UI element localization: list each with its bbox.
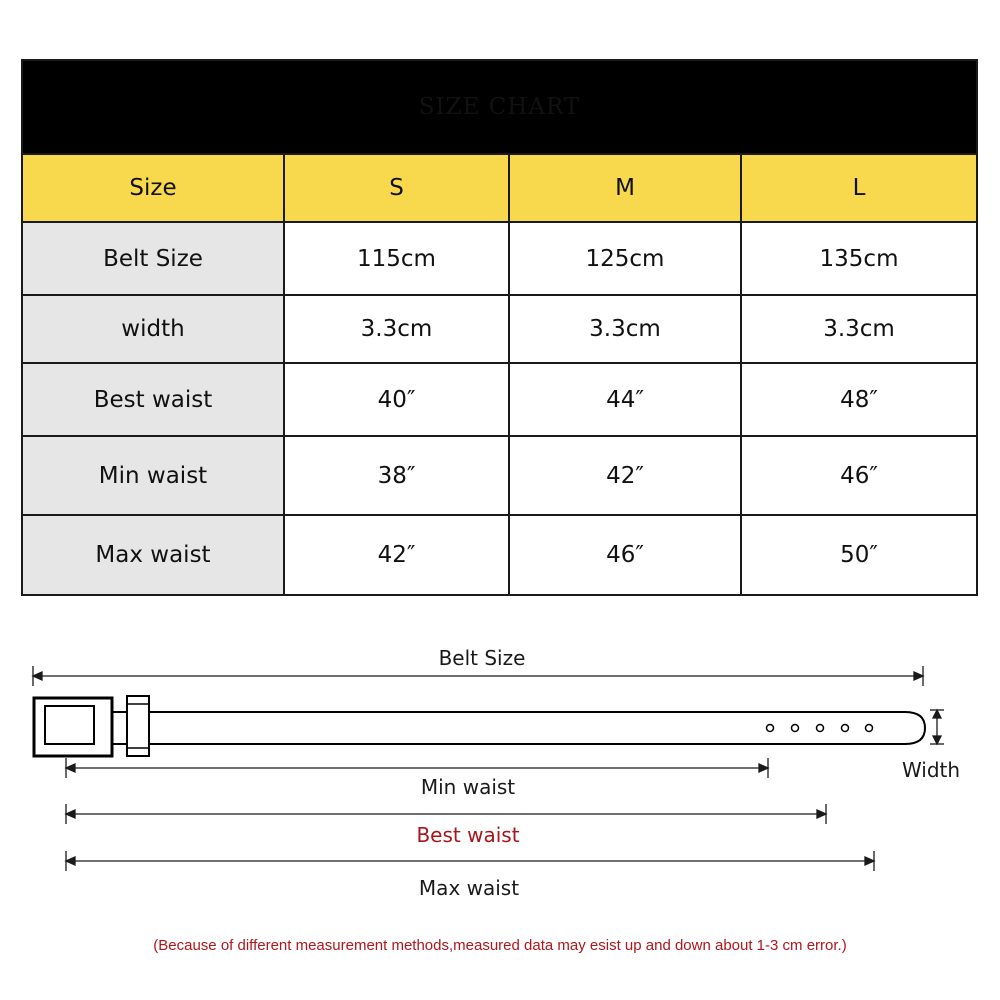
- belt-drawing: [34, 696, 925, 756]
- row-label: Best waist: [22, 363, 284, 436]
- table-row: [22, 515, 977, 595]
- table-cell: 3.3cm: [741, 295, 977, 363]
- table-cell: 3.3cm: [284, 295, 509, 363]
- belt-hole: [817, 725, 824, 732]
- measurement-note: (Because of different measurement methods,measured data may esist up and down about 1-3 cm error.): [153, 937, 847, 954]
- width-label: Width: [901, 758, 961, 782]
- chart-title: SIZE CHART: [22, 60, 977, 154]
- table-cell: 44″: [509, 363, 741, 436]
- row-label: width: [22, 295, 284, 363]
- table-cell: 38″: [284, 436, 509, 515]
- table-cell: 42″: [284, 515, 509, 595]
- max-waist-label: Max waist: [418, 876, 520, 900]
- header-row: [22, 154, 977, 222]
- table-cell: 115cm: [284, 222, 509, 295]
- table-cell: 46″: [741, 436, 977, 515]
- row-label: Min waist: [22, 436, 284, 515]
- header-size-m: M: [509, 154, 741, 222]
- table-row: [22, 222, 977, 295]
- size-chart-table: [21, 59, 978, 596]
- row-label: Belt Size: [22, 222, 284, 295]
- header-size-s: S: [284, 154, 509, 222]
- table-cell: 125cm: [509, 222, 741, 295]
- table-cell: 48″: [741, 363, 977, 436]
- width-arrow: [930, 710, 944, 744]
- belt-hole: [866, 725, 873, 732]
- best-waist-label: Best waist: [416, 823, 520, 847]
- belt-hole: [767, 725, 774, 732]
- header-label: Size: [22, 154, 284, 222]
- header-size-l: L: [741, 154, 977, 222]
- best-waist-arrow: [66, 804, 826, 824]
- row-label: Max waist: [22, 515, 284, 595]
- belt-hole: [792, 725, 799, 732]
- table-cell: 135cm: [741, 222, 977, 295]
- belt-hole: [842, 725, 849, 732]
- table-cell: 42″: [509, 436, 741, 515]
- max-waist-arrow: [66, 851, 874, 871]
- belt-size-label: Belt Size: [438, 646, 526, 670]
- min-waist-label: Min waist: [420, 775, 516, 799]
- table-cell: 3.3cm: [509, 295, 741, 363]
- table-row: [22, 363, 977, 436]
- table-cell: 50″: [741, 515, 977, 595]
- belt-diagram: [0, 620, 1000, 920]
- table-row: [22, 436, 977, 515]
- table-cell: 40″: [284, 363, 509, 436]
- table-row: [22, 295, 977, 363]
- min-waist-arrow: [66, 758, 768, 778]
- table-cell: 46″: [509, 515, 741, 595]
